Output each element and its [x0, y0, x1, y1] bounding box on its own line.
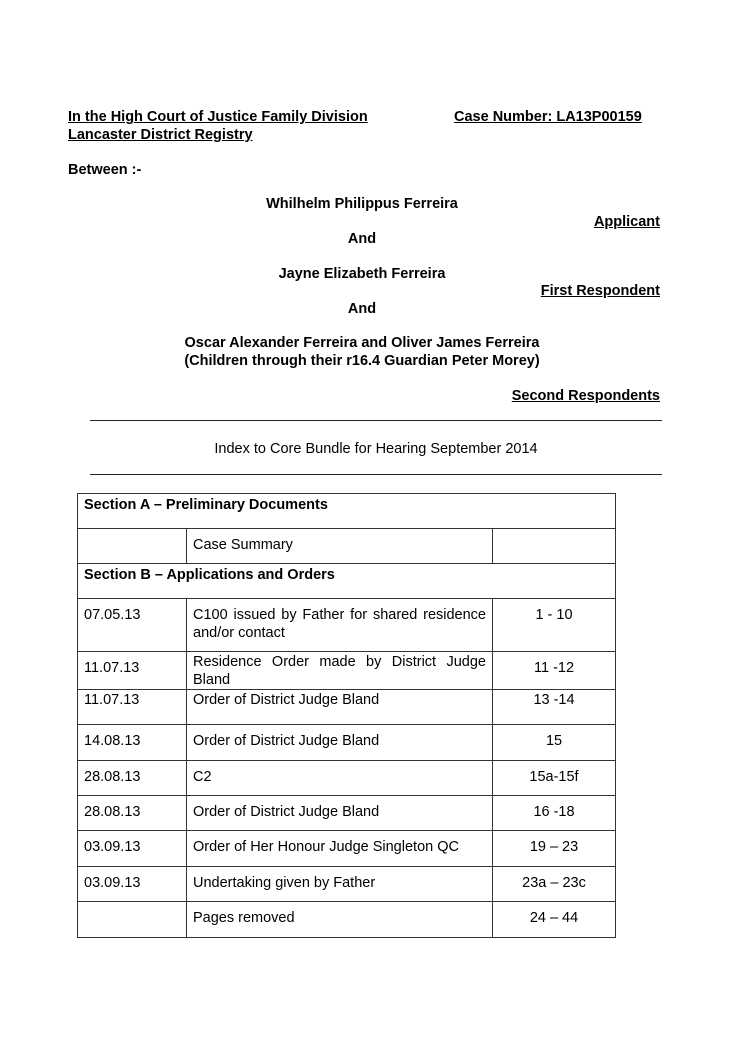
- section-a-heading: Section A – Preliminary Documents: [78, 494, 616, 529]
- index-table: [77, 493, 616, 938]
- row-description: Order of District Judge Bland: [187, 690, 493, 725]
- row-description: Residence Order made by District Judge Bland: [187, 652, 493, 690]
- row-pages: 1 - 10: [493, 599, 616, 652]
- table-row: [78, 599, 616, 652]
- row-description: Order of District Judge Bland: [187, 796, 493, 831]
- row-date: 14.08.13: [78, 725, 187, 761]
- court-registry: Lancaster District Registry: [68, 127, 253, 143]
- table-row: [78, 761, 616, 796]
- table-row: [78, 529, 616, 564]
- table-row: [78, 902, 616, 938]
- table-row: [78, 867, 616, 902]
- section-b-heading: Section B – Applications and Orders: [78, 564, 616, 599]
- first-respondent-role: First Respondent: [540, 283, 660, 299]
- section-header-row: [78, 494, 616, 529]
- row-date: 28.08.13: [78, 796, 187, 831]
- row-pages: 24 – 44: [493, 902, 616, 938]
- case-number: Case Number: LA13P00159: [454, 109, 642, 125]
- second-respondents-guardian: (Children through their r16.4 Guardian Peter Morey): [184, 353, 540, 369]
- table-row: [78, 652, 616, 690]
- second-respondents-role: Second Respondents: [511, 388, 660, 404]
- row-description: Order of District Judge Bland: [187, 725, 493, 761]
- row-description: Order of Her Honour Judge Singleton QC: [187, 831, 493, 867]
- row-pages: 15a-15f: [493, 761, 616, 796]
- row-date: 03.09.13: [78, 831, 187, 867]
- row-date: 07.05.13: [78, 599, 187, 652]
- row-pages: 15: [493, 725, 616, 761]
- divider-bottom: [90, 474, 662, 475]
- first-respondent-name: Jayne Elizabeth Ferreira: [278, 266, 446, 282]
- row-date: 28.08.13: [78, 761, 187, 796]
- row-date: 11.07.13: [78, 690, 187, 725]
- row-description: Pages removed: [187, 902, 493, 938]
- and-separator: And: [347, 231, 377, 247]
- row-pages: [493, 529, 616, 564]
- row-date: 11.07.13: [78, 652, 187, 690]
- table-row: [78, 831, 616, 867]
- index-title: Index to Core Bundle for Hearing September 2014: [214, 441, 538, 457]
- divider-top: [90, 420, 662, 421]
- applicant-role: Applicant: [593, 214, 660, 230]
- court-name: In the High Court of Justice Family Division: [68, 109, 368, 125]
- row-date: [78, 529, 187, 564]
- row-description: C2: [187, 761, 493, 796]
- table-row: [78, 690, 616, 725]
- row-pages: 16 -18: [493, 796, 616, 831]
- and-separator: And: [347, 301, 377, 317]
- row-pages: 11 -12: [493, 652, 616, 690]
- row-date: 03.09.13: [78, 867, 187, 902]
- applicant-name: Whilhelm Philippus Ferreira: [266, 196, 458, 212]
- row-pages: 19 – 23: [493, 831, 616, 867]
- row-description: Undertaking given by Father: [187, 867, 493, 902]
- row-pages: 23a – 23c: [493, 867, 616, 902]
- between-label: Between :-: [68, 162, 142, 178]
- second-respondents-names: Oscar Alexander Ferreira and Oliver James Ferreira: [184, 335, 540, 351]
- section-header-row: [78, 564, 616, 599]
- table-row: [78, 725, 616, 761]
- row-pages: 13 -14: [493, 690, 616, 725]
- row-description: Case Summary: [187, 529, 493, 564]
- table-row: [78, 796, 616, 831]
- row-date: [78, 902, 187, 938]
- row-description: C100 issued by Father for shared residence and/or contact: [187, 599, 493, 652]
